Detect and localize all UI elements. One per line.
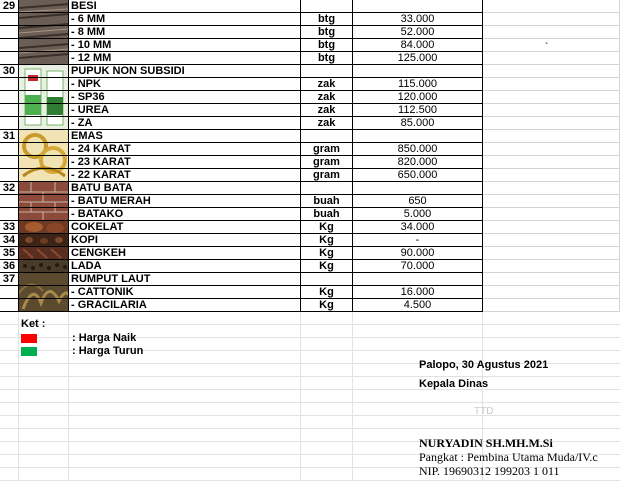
empty-cell	[483, 195, 620, 208]
row-image-cell	[19, 169, 69, 182]
row-number	[0, 26, 19, 39]
row-image-cell	[19, 273, 69, 286]
place-date: Palopo, 30 Agustus 2021	[419, 359, 549, 371]
item-price	[353, 65, 483, 78]
item-name: PUPUK NON SUBSIDI	[69, 65, 301, 78]
table-row	[0, 26, 620, 39]
item-name: - NPK	[69, 78, 301, 91]
item-name: RUMPUT LAUT	[69, 273, 301, 286]
table-row	[0, 52, 620, 65]
empty-cell	[483, 39, 620, 52]
grid-line	[0, 389, 620, 390]
table-row	[0, 208, 620, 221]
item-unit: gram	[301, 169, 353, 182]
row-image-cell	[19, 78, 69, 91]
item-name: - BATAKO	[69, 208, 301, 221]
item-price: 650.000	[353, 169, 483, 182]
empty-cell	[483, 208, 620, 221]
item-name: COKELAT	[69, 221, 301, 234]
grid-line	[68, 312, 69, 480]
item-name: BESI	[69, 0, 301, 13]
table-row	[0, 195, 620, 208]
row-image-cell	[19, 299, 69, 312]
item-price	[353, 0, 483, 13]
item-price: 820.000	[353, 156, 483, 169]
row-number: 36	[0, 260, 19, 273]
item-price	[353, 273, 483, 286]
row-image-cell	[19, 234, 69, 247]
item-unit	[301, 182, 353, 195]
row-image-cell	[19, 182, 69, 195]
item-name: KOPI	[69, 234, 301, 247]
item-unit: Kg	[301, 286, 353, 299]
row-number: 32	[0, 182, 19, 195]
item-name: LADA	[69, 260, 301, 273]
stray-mark: `	[545, 42, 549, 53]
table-row	[0, 65, 620, 78]
empty-cell	[483, 26, 620, 39]
item-unit	[301, 273, 353, 286]
empty-cell	[483, 78, 620, 91]
item-price: 112.500	[353, 104, 483, 117]
item-unit: zak	[301, 78, 353, 91]
grid-line	[352, 312, 353, 480]
item-unit: Kg	[301, 299, 353, 312]
row-number	[0, 104, 19, 117]
row-number	[0, 143, 19, 156]
item-price: 850.000	[353, 143, 483, 156]
table-row	[0, 78, 620, 91]
item-name: - BATU MERAH	[69, 195, 301, 208]
item-name: EMAS	[69, 130, 301, 143]
item-price: 5.000	[353, 208, 483, 221]
empty-cell	[483, 221, 620, 234]
row-number: 35	[0, 247, 19, 260]
row-number	[0, 91, 19, 104]
item-unit	[301, 65, 353, 78]
grid-line	[0, 428, 620, 429]
row-number: 29	[0, 0, 19, 13]
item-unit: btg	[301, 13, 353, 26]
item-unit: zak	[301, 91, 353, 104]
item-name: - ZA	[69, 117, 301, 130]
row-image-cell	[19, 247, 69, 260]
row-image-cell	[19, 130, 69, 143]
table-row	[0, 299, 620, 312]
price-up-swatch	[21, 334, 37, 343]
row-image-cell	[19, 260, 69, 273]
price-up-label: : Harga Naik	[72, 332, 137, 344]
item-unit: Kg	[301, 221, 353, 234]
ttd-mark: TTD	[474, 406, 494, 417]
item-unit: btg	[301, 39, 353, 52]
empty-cell	[483, 156, 620, 169]
item-name: - 12 MM	[69, 52, 301, 65]
grid-line	[0, 376, 620, 377]
item-name: - 10 MM	[69, 39, 301, 52]
item-unit	[301, 0, 353, 13]
table-row	[0, 221, 620, 234]
row-number	[0, 117, 19, 130]
row-number: 37	[0, 273, 19, 286]
row-number	[0, 156, 19, 169]
price-down-swatch	[21, 347, 37, 356]
item-price: 84.000	[353, 39, 483, 52]
row-number: 30	[0, 65, 19, 78]
table-row	[0, 143, 620, 156]
item-unit: gram	[301, 143, 353, 156]
item-name: - CATTONIK	[69, 286, 301, 299]
item-unit: btg	[301, 52, 353, 65]
item-price: 52.000	[353, 26, 483, 39]
table-row	[0, 247, 620, 260]
empty-cell	[483, 104, 620, 117]
grid-line	[0, 415, 620, 416]
item-name: - 8 MM	[69, 26, 301, 39]
table-row	[0, 260, 620, 273]
item-price	[353, 130, 483, 143]
price-down-label: : Harga Turun	[72, 345, 144, 357]
item-unit	[301, 130, 353, 143]
item-unit: Kg	[301, 247, 353, 260]
empty-cell	[483, 234, 620, 247]
empty-cell	[483, 130, 620, 143]
row-number	[0, 195, 19, 208]
item-unit: buah	[301, 195, 353, 208]
empty-cell	[483, 286, 620, 299]
table-row	[0, 117, 620, 130]
row-number: 31	[0, 130, 19, 143]
row-image-cell	[19, 117, 69, 130]
item-unit: Kg	[301, 234, 353, 247]
empty-cell	[483, 117, 620, 130]
item-unit: zak	[301, 117, 353, 130]
item-name: BATU BATA	[69, 182, 301, 195]
empty-cell	[483, 169, 620, 182]
empty-cell	[483, 143, 620, 156]
row-image-cell	[19, 91, 69, 104]
empty-cell	[483, 91, 620, 104]
item-price	[353, 182, 483, 195]
table-row	[0, 182, 620, 195]
row-number: 34	[0, 234, 19, 247]
table-row	[0, 286, 620, 299]
table-row	[0, 234, 620, 247]
row-image-cell	[19, 39, 69, 52]
row-image-cell	[19, 65, 69, 78]
empty-cell	[483, 247, 620, 260]
item-name: - UREA	[69, 104, 301, 117]
table-row	[0, 91, 620, 104]
legend-title: Ket :	[21, 318, 46, 330]
row-image-cell	[19, 52, 69, 65]
item-price: 125.000	[353, 52, 483, 65]
row-image-cell	[19, 286, 69, 299]
table-row	[0, 0, 620, 13]
item-name: - 22 KARAT	[69, 169, 301, 182]
grid-line	[0, 324, 620, 325]
item-price: 34.000	[353, 221, 483, 234]
item-unit: Kg	[301, 260, 353, 273]
item-price: 4.500	[353, 299, 483, 312]
item-name: - 23 KARAT	[69, 156, 301, 169]
row-image-cell	[19, 221, 69, 234]
grid-line	[0, 402, 620, 403]
row-number	[0, 169, 19, 182]
official-name: NURYADIN SH.MH.M.Si	[419, 436, 553, 450]
row-number	[0, 208, 19, 221]
empty-cell	[483, 0, 620, 13]
row-image-cell	[19, 104, 69, 117]
row-image-cell	[19, 26, 69, 39]
table-row	[0, 169, 620, 182]
item-name: - 6 MM	[69, 13, 301, 26]
grid-line	[300, 312, 301, 480]
item-price: -	[353, 234, 483, 247]
table-row	[0, 39, 620, 52]
row-number	[0, 13, 19, 26]
item-price: 70.000	[353, 260, 483, 273]
item-price: 33.000	[353, 13, 483, 26]
item-name: - SP36	[69, 91, 301, 104]
item-name: - GRACILARIA	[69, 299, 301, 312]
table-row	[0, 273, 620, 286]
table-row	[0, 104, 620, 117]
row-image-cell	[19, 143, 69, 156]
item-price: 115.000	[353, 78, 483, 91]
item-price: 650	[353, 195, 483, 208]
table-row	[0, 130, 620, 143]
empty-cell	[483, 52, 620, 65]
row-number	[0, 299, 19, 312]
empty-cell	[483, 273, 620, 286]
item-unit: gram	[301, 156, 353, 169]
item-price: 16.000	[353, 286, 483, 299]
item-price: 120.000	[353, 91, 483, 104]
item-name: CENGKEH	[69, 247, 301, 260]
row-image-cell	[19, 208, 69, 221]
table-row	[0, 13, 620, 26]
empty-cell	[483, 13, 620, 26]
official-rank: Pangkat : Pembina Utama Muda/IV.c	[419, 450, 598, 464]
row-image-cell	[19, 0, 69, 13]
row-number	[0, 52, 19, 65]
row-image-cell	[19, 156, 69, 169]
row-number: 33	[0, 221, 19, 234]
official-nip: NIP. 19690312 199203 1 011	[419, 464, 560, 478]
item-unit: btg	[301, 26, 353, 39]
item-unit: buah	[301, 208, 353, 221]
grid-line	[18, 312, 19, 480]
row-image-cell	[19, 195, 69, 208]
row-number	[0, 78, 19, 91]
row-image-cell	[19, 13, 69, 26]
empty-cell	[483, 299, 620, 312]
empty-cell	[483, 65, 620, 78]
item-unit: zak	[301, 104, 353, 117]
item-price: 85.000	[353, 117, 483, 130]
row-number	[0, 39, 19, 52]
table-row	[0, 156, 620, 169]
item-price: 90.000	[353, 247, 483, 260]
position-title: Kepala Dinas	[419, 378, 489, 390]
item-name: - 24 KARAT	[69, 143, 301, 156]
empty-cell	[483, 260, 620, 273]
row-number	[0, 286, 19, 299]
empty-cell	[483, 182, 620, 195]
